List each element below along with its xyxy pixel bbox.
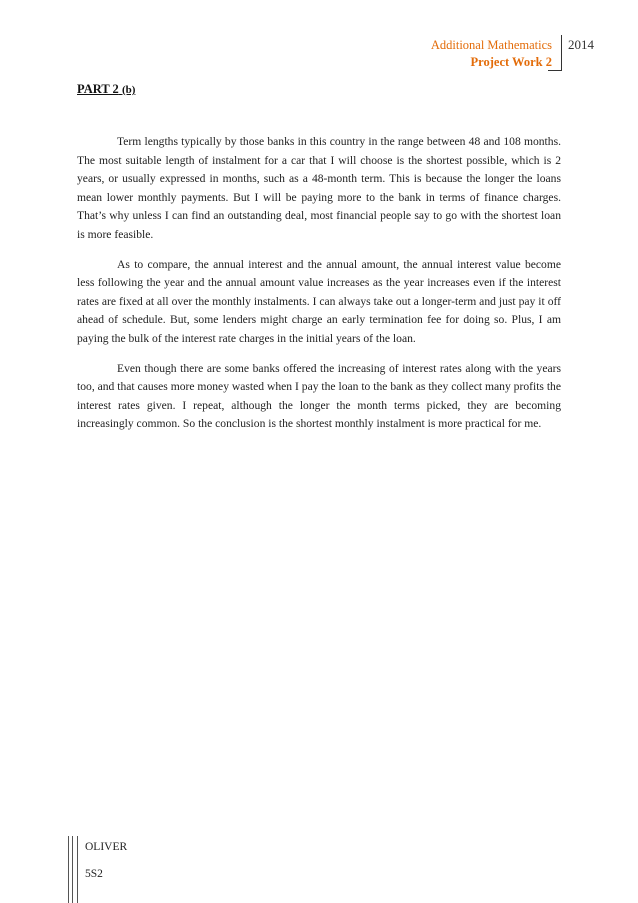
footer-class: 5S2 (85, 868, 103, 880)
header-project: Project Work 2 (470, 55, 552, 69)
footer-border (68, 836, 78, 903)
section-title: PART 2 (77, 82, 119, 96)
section-subtitle: (b) (121, 84, 136, 96)
footer-author-name: OLIVER (85, 841, 128, 853)
header-year: 2014 (568, 37, 594, 52)
paragraph-1: Term lengths typically by those banks in this country in the range between 48 and 108 months. The most suitable length of instalment for a car that I will choose is the shortest possible, which is 2 years, or usually expressed in months, such as a 48-month term. This is because the longer the loans mean lower monthly payments. But I will be paying more to the bank in terms of finance charges. That’s why unless I can find an outstanding deal, most financial people say to go with the shortest loan is more feasible. (77, 135, 561, 241)
paragraph-2: As to compare, the annual interest and the annual amount, the annual interest value become less following the year and the annual amount value increases as the year increases even if the interest rates are fixed at all over the monthly instalments. I can always take out a longer-term and just pay it off ahead of schedule. But, some lenders might charge an early termination fee for doing so. Plus, I am paying the bulk of the interest rate charges in the initial years of the loan. (77, 257, 561, 345)
paragraph-3: Even though there are some banks offered the increasing of interest rates along with the years too, and that causes more money wasted when I pay the loan to the bank as they collect many profits the interest rates given. I repeat, although the longer the month terms picked, they are becoming increasingly common. So the conclusion is the shortest monthly instalment is more practical for me. (77, 361, 561, 431)
section-heading (77, 82, 135, 97)
page-header (431, 37, 558, 71)
header-divider (561, 35, 562, 70)
header-underline (548, 70, 562, 71)
document-body (77, 133, 561, 445)
header-course: Additional Mathematics (430, 38, 552, 52)
